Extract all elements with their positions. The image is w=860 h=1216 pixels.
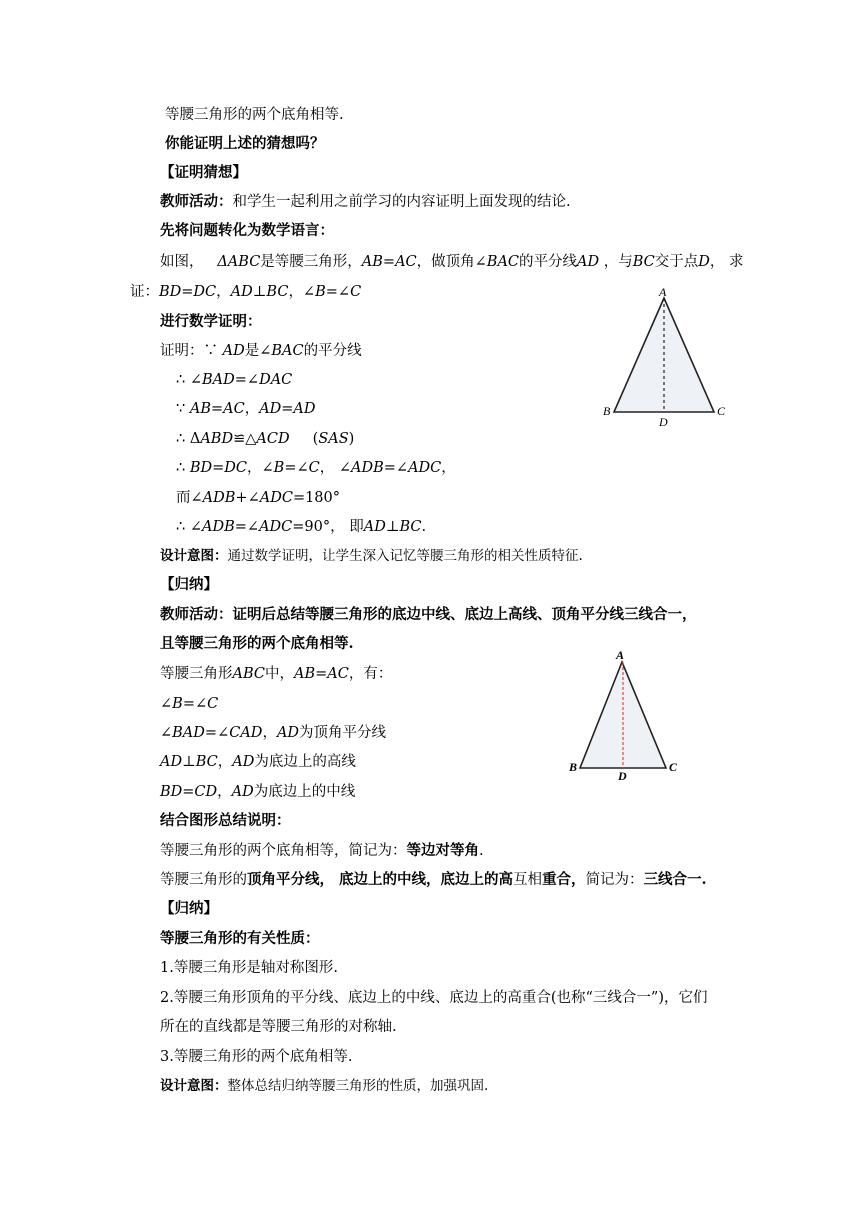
t: AB=AC <box>361 254 417 270</box>
vertex-label-a: A <box>659 285 667 299</box>
t: . <box>421 519 427 535</box>
t: ，∠ <box>288 284 316 300</box>
t: 交于点 <box>654 254 699 270</box>
t: ⊥ <box>182 754 196 770</box>
section-heading-summary <box>160 575 218 595</box>
text: 3.等腰三角形的两个底角相等. <box>160 1049 353 1065</box>
t: =∠ <box>234 519 260 535</box>
t: =∠ <box>182 696 208 712</box>
proof-line <box>176 488 340 508</box>
t: SAS <box>318 431 349 447</box>
t: ， <box>217 784 232 800</box>
t: =90°， 即 <box>292 519 364 535</box>
list-item <box>160 1047 352 1067</box>
section-heading-summary <box>160 899 218 919</box>
t: BC <box>195 754 218 770</box>
text-line <box>160 221 334 241</box>
t: 为底边上的高线 <box>254 754 356 770</box>
design-intent-line <box>160 1076 488 1096</box>
t: ≌△ <box>233 431 257 447</box>
text-line <box>160 929 320 949</box>
text-line <box>160 811 291 831</box>
t: ACD <box>256 431 290 447</box>
t: ⊥ <box>385 519 400 535</box>
label: 设计意图： <box>160 1078 228 1094</box>
t: ∴ <box>176 460 186 476</box>
t: 如图， <box>160 254 204 270</box>
t: ，∠ <box>247 460 274 476</box>
t: BC <box>399 519 422 535</box>
t: BD=DC <box>159 284 217 300</box>
triangle-figure-1 <box>598 284 734 432</box>
t: BAC <box>271 343 304 359</box>
t: DAC <box>259 372 293 388</box>
t: 的平分线 <box>519 254 578 270</box>
proof-line <box>176 458 456 478</box>
text: 等腰三角形的有关性质： <box>160 930 320 947</box>
t: =∠ <box>234 372 260 388</box>
summary-line <box>160 870 707 890</box>
t: D <box>698 254 710 270</box>
vertex-label-d: D <box>618 769 627 782</box>
design-intent-line <box>160 546 583 566</box>
t: ， <box>216 284 231 300</box>
t: ADB <box>351 460 384 476</box>
t: ，与 <box>603 254 633 270</box>
t: 是∠ <box>244 343 272 359</box>
t: =∠ <box>325 284 351 300</box>
vertex-label-a: A <box>616 648 625 662</box>
t: B <box>315 284 326 300</box>
text: 【证明猜想】 <box>160 164 247 181</box>
t: AD <box>276 725 300 741</box>
t: 等腰三角形的 <box>160 872 247 888</box>
t: AB=AC <box>189 401 245 417</box>
t: ∠ <box>160 725 173 741</box>
t: ∠ <box>160 696 173 712</box>
t: ADC <box>259 519 293 535</box>
t: 等腰三角形的两个底角相等，简记为： <box>160 843 407 859</box>
t: ∴ Δ <box>176 431 201 447</box>
text: 先将问题转化为数学语言： <box>160 222 334 239</box>
t: ABD <box>200 431 234 447</box>
text: 进行数学证明： <box>160 313 262 330</box>
t: 等腰三角形 <box>160 666 233 682</box>
t: BAD <box>172 725 205 741</box>
t: 为顶角平分线 <box>299 725 387 741</box>
t: B <box>172 696 183 712</box>
t: ∴ ∠ <box>176 372 202 388</box>
t: 中， <box>265 666 294 682</box>
text: 所在的直线都是等腰三角形的对称轴. <box>160 1019 397 1035</box>
text: 通过数学证明，让学生深入记忆等腰三角形的相关性质特征. <box>227 548 583 564</box>
t: ，做顶角∠ <box>416 254 487 270</box>
text: 【归纳】 <box>160 900 218 917</box>
t: 为底边上的中线 <box>253 784 356 800</box>
t: BD=CD <box>160 784 218 800</box>
text: 整体总结归纳等腰三角形的性质，加强巩固. <box>227 1078 489 1094</box>
summary-line <box>160 841 484 861</box>
t: 三线合一. <box>643 871 707 888</box>
property-line <box>160 723 386 743</box>
section-heading-proof <box>160 163 247 183</box>
text: 和学生一起利用之前学习的内容证明上面发现的结论. <box>232 194 571 210</box>
t: ∵ <box>176 401 186 417</box>
t: B <box>273 460 285 476</box>
t: ， <box>244 401 260 417</box>
t: 底边上的中线，底边上的高 <box>334 871 514 888</box>
t: AD <box>232 754 255 770</box>
teacher-activity-line <box>160 634 354 654</box>
t: ADB <box>201 519 235 535</box>
text: 1.等腰三角形是轴对称图形. <box>160 960 338 976</box>
t: AD <box>577 254 600 270</box>
t: ⊥ <box>252 284 267 300</box>
t: . <box>479 843 484 859</box>
t: ADB <box>202 490 236 506</box>
t: AD <box>230 284 253 300</box>
t: +∠ <box>235 490 260 506</box>
t: AB=AC <box>294 666 349 682</box>
t: =180° <box>292 490 341 506</box>
t: ， <box>441 460 456 476</box>
vertex-label-d: D <box>659 415 668 429</box>
t: AD=AD <box>259 401 316 417</box>
t: AD <box>222 343 245 359</box>
t: ΔABC <box>217 254 261 270</box>
t: =∠ <box>284 460 309 476</box>
t: =∠ <box>383 460 409 476</box>
text: 你能证明上述的猜想吗？ <box>165 135 325 152</box>
proof-line <box>160 341 362 361</box>
t: ADC <box>259 490 293 506</box>
vertex-label-c: C <box>669 760 678 774</box>
t: C <box>350 284 362 300</box>
label: 教师活动： <box>160 193 233 210</box>
t: C <box>207 696 219 712</box>
t: 证： <box>130 284 159 300</box>
t: 等边对等角 <box>406 842 479 859</box>
t: BC <box>632 254 655 270</box>
vertex-label-c: C <box>717 404 726 418</box>
t: 的平分线 <box>303 343 362 359</box>
list-item <box>160 988 707 1008</box>
text-line <box>165 105 344 125</box>
t: 互相 <box>513 872 543 888</box>
property-line <box>160 664 392 684</box>
t: AD <box>231 784 254 800</box>
t: ADC <box>408 460 442 476</box>
t: BC <box>266 284 289 300</box>
property-line <box>160 782 355 802</box>
text: 结合图形总结说明： <box>160 812 291 829</box>
list-item <box>160 958 338 978</box>
triangle-figure-2 <box>562 646 692 782</box>
t: CAD <box>229 725 263 741</box>
proof-line <box>176 517 426 537</box>
t: 重合， <box>542 871 586 888</box>
t: ABC <box>232 666 265 682</box>
teacher-activity-line <box>160 192 571 212</box>
problem-line <box>130 282 361 302</box>
text: 【归纳】 <box>160 576 218 593</box>
vertex-label-b: B <box>569 760 578 774</box>
proof-line <box>176 429 354 449</box>
t: 简记为： <box>585 872 644 888</box>
t: ， <box>262 725 277 741</box>
text: 教师活动：证明后总结等腰三角形的底边中线、底边上高线、顶角平分线三线合一， <box>160 606 697 623</box>
list-item-continued <box>160 1017 397 1037</box>
t: ，有： <box>348 666 393 682</box>
t: ( <box>312 431 319 447</box>
t: 证明：∵ <box>160 343 218 359</box>
proof-line <box>176 370 292 390</box>
t: BAC <box>486 254 520 270</box>
t: BD=DC <box>189 460 247 476</box>
t: C <box>308 460 320 476</box>
t: 而∠ <box>176 490 203 506</box>
t: 顶角平分线， <box>247 871 334 888</box>
vertex-label-b: B <box>603 404 611 418</box>
t: BAD <box>201 372 235 388</box>
t: ， <box>217 754 233 770</box>
text-line <box>160 312 262 332</box>
text: 等腰三角形的两个底角相等. <box>165 107 344 123</box>
text: 且等腰三角形的两个底角相等. <box>160 635 354 652</box>
t: ) <box>348 431 355 447</box>
teacher-activity-line <box>160 605 697 625</box>
question-line <box>165 134 325 154</box>
t: AD <box>363 519 386 535</box>
t: ， 求 <box>709 254 744 270</box>
t: 是等腰三角形， <box>260 254 362 270</box>
label: 设计意图： <box>160 548 228 564</box>
t: AD <box>160 754 183 770</box>
property-line <box>160 752 356 772</box>
t: =∠ <box>204 725 230 741</box>
t: ， ∠ <box>319 460 351 476</box>
t: ∴ ∠ <box>176 519 202 535</box>
proof-line <box>176 399 316 419</box>
property-line <box>160 694 218 714</box>
problem-line <box>160 252 744 272</box>
text: 2.等腰三角形顶角的平分线、底边上的中线、底边上的高重合(也称“三线合一”)，它们 <box>160 990 708 1006</box>
